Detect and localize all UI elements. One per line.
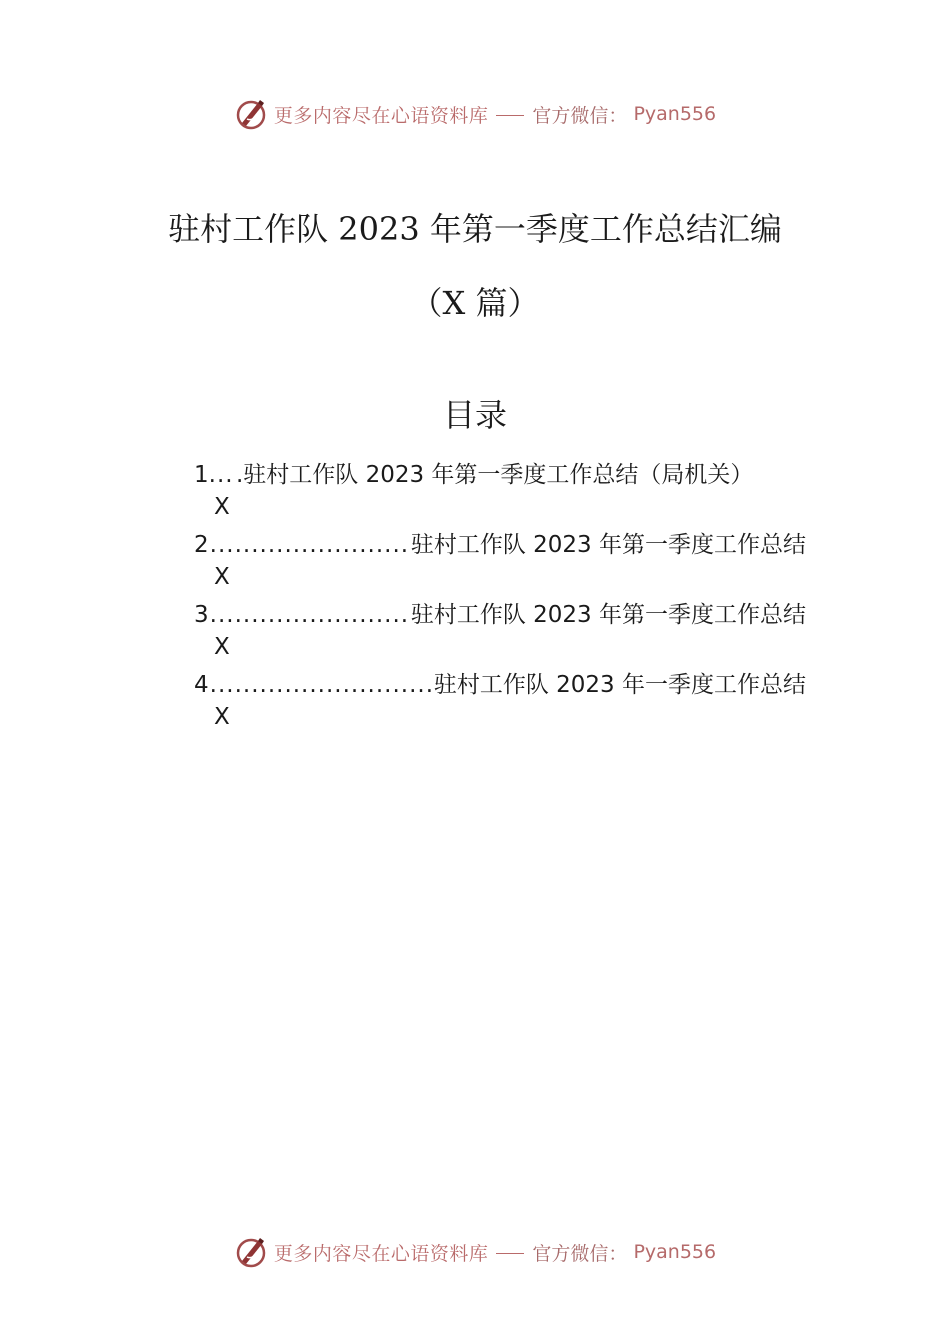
toc-item-2[interactable]: [194, 528, 806, 598]
toc-heading: 目录: [442, 396, 507, 434]
banner-dash: [496, 115, 524, 116]
toc-item-title: .驻村工作队 2023 年第一季度工作总结（局机关）: [235, 462, 754, 488]
banner-slogan: 更多内容尽在心语资料库: [273, 104, 489, 127]
toc-item-number: 4: [194, 672, 209, 698]
toc-leader-dots: [210, 668, 433, 702]
toc-item-number: 1.: [194, 462, 216, 488]
toc-leader-dots: [210, 598, 410, 632]
header-banner: [0, 94, 950, 134]
toc-item-4[interactable]: [194, 668, 806, 738]
toc-item-title: 驻村工作队 2023 年第一季度工作总结: [410, 532, 806, 558]
toc-item-page: X: [214, 704, 230, 730]
banner-wechat-label: 官方微信：: [532, 104, 628, 127]
document-title: 驻村工作队 2023 年第一季度工作总结汇编: [168, 210, 782, 248]
banner-wechat-label: 官方微信：: [532, 1242, 628, 1265]
toc-item-page: X: [214, 634, 230, 660]
toc-item-number: 3: [194, 602, 209, 628]
banner-wechat-id: Pyan556: [633, 103, 717, 125]
table-of-contents: [194, 458, 806, 738]
toc-item-title: 驻村工作队 2023 年第一季度工作总结: [410, 602, 806, 628]
footer-banner: [0, 1232, 950, 1272]
toc-item-title: 驻村工作队 2023 年一季度工作总结: [433, 672, 806, 698]
toc-item-3[interactable]: [194, 598, 806, 668]
document-subtitle: （X 篇）: [410, 284, 540, 322]
pen-circle-logo-icon: [234, 97, 268, 131]
banner-slogan: 更多内容尽在心语资料库: [273, 1242, 489, 1265]
toc-item-page: X: [214, 564, 230, 590]
toc-item-1[interactable]: [194, 458, 806, 528]
toc-item-page: X: [214, 494, 230, 520]
toc-leader-dots: [217, 458, 235, 492]
banner-dash: [496, 1253, 524, 1254]
toc-item-number: 2: [194, 532, 209, 558]
banner-wechat-id: Pyan556: [633, 1241, 717, 1263]
pen-circle-logo-icon: [234, 1235, 268, 1269]
toc-leader-dots: [210, 528, 410, 562]
